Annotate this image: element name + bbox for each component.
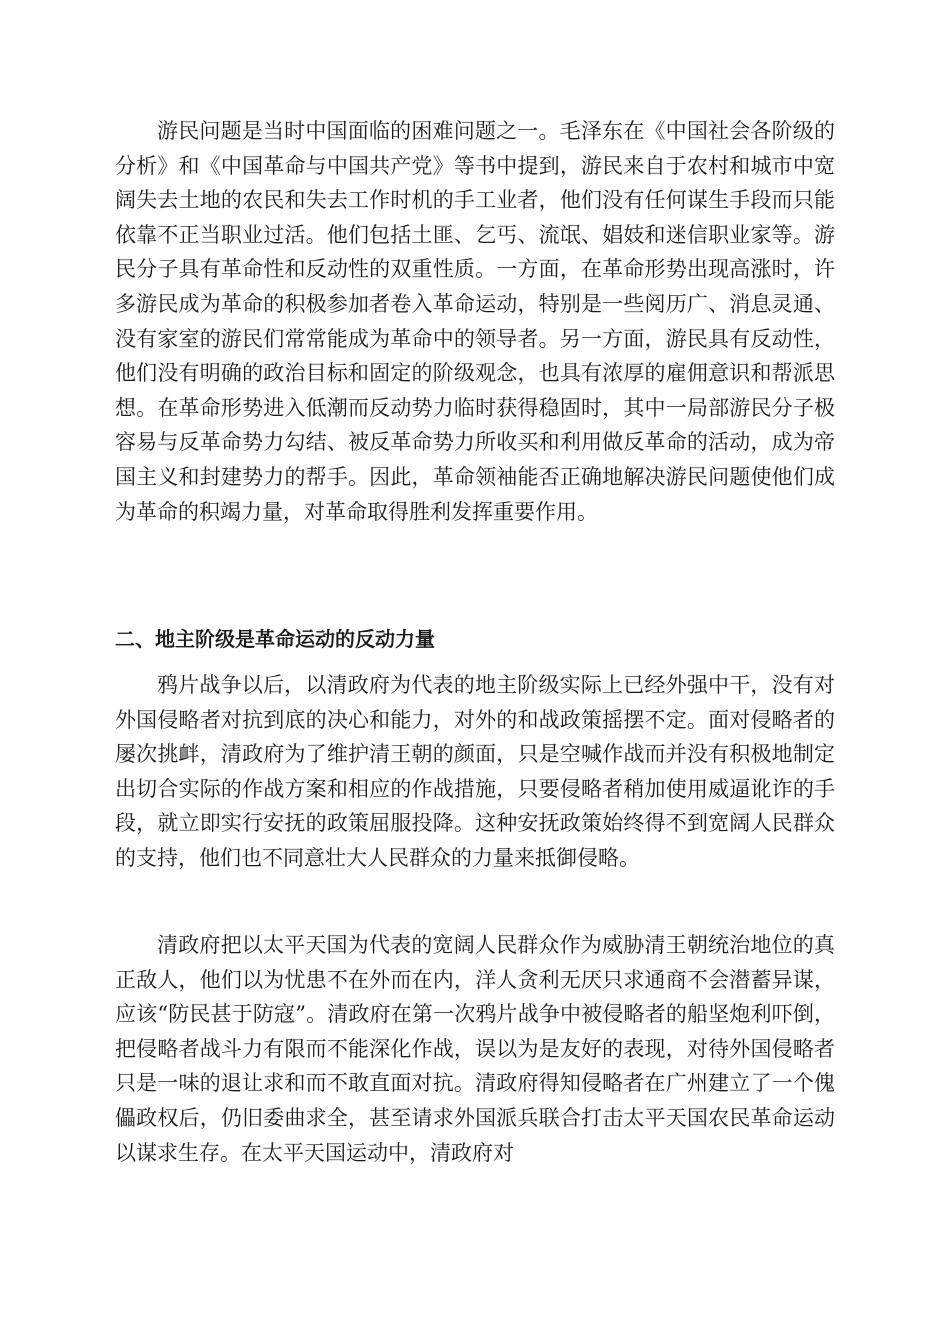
paragraph-qing-government: 清政府把以太平天国为代表的宽阔人民群众作为威胁清王朝统治地位的真正敌人，他们以为忧患不在外而在内，洋人贪利无厌只求通商不会潜蓄异谋，应该“防民甚于防寇”。清政府在第一次鸦片战争中被侵略者的船坚炮利吓倒，把侵略者战斗力有限而不能深化作战，误以为是友好的表现，对待外国侵略者只是一味的退让求和而不敢直面对抗。清政府得知侵略者在广州建立了一个傀儡政权后，仍旧委曲求全，甚至请求外国派兵联合打击太平天国农民革命运动以谋求生存。在太平天国运动中，清政府对 [115, 933, 835, 1165]
document-page [115, 114, 835, 1274]
paragraph-vagrant-problem: 游民问题是当时中国面临的困难问题之一。毛泽东在《中国社会各阶级的分析》和《中国革命与中国共产党》等书中提到，游民来自于农村和城市中宽阔失去土地的农民和失去工作时机的手工业者，他们没有任何谋生手段而只能依靠不正当职业过活。他们包括土匪、乞丐、流氓、娼妓和迷信职业家等。游民分子具有革命性和反动性的双重性质。一方面，在革命形势出现高涨时，许多游民成为革命的积极参加者卷入革命运动，特别是一些阅历广、消息灵通、没有家室的游民们常常能成为革命中的领导者。另一方面，游民具有反动性，他们没有明确的政治目标和固定的阶级观念，也具有浓厚的雇佣意识和帮派思想。在革命形势进入低潮而反动势力临时获得稳固时，其中一局部游民分子极容易与反革命势力勾结、被反革命势力所收买和利用做反革命的活动，成为帝国主义和封建势力的帮手。因此，革命领袖能否正确地解决游民问题使他们成为革命的积竭力量，对革命取得胜利发挥重要作用。 [115, 119, 835, 524]
paragraph-opium-war: 鸦片战争以后，以清政府为代表的地主阶级实际上已经外强中干，没有对外国侵略者对抗到底的决心和能力，对外的和战政策摇摆不定。面对侵略者的屡次挑衅，清政府为了维护清王朝的颜面，只是空喊作战而并没有积极地制定出切合实际的作战方案和相应的作战措施，只要侵略者稍加使用威逼讹诈的手段，就立即实行安抚的政策屈服投降。这种安抚政策始终得不到宽阔人民群众的支持，他们也不同意壮大人民群众的力量来抵御侵略。 [115, 673, 835, 870]
section-heading: 二、地主阶级是革命运动的反动力量 [115, 627, 435, 651]
